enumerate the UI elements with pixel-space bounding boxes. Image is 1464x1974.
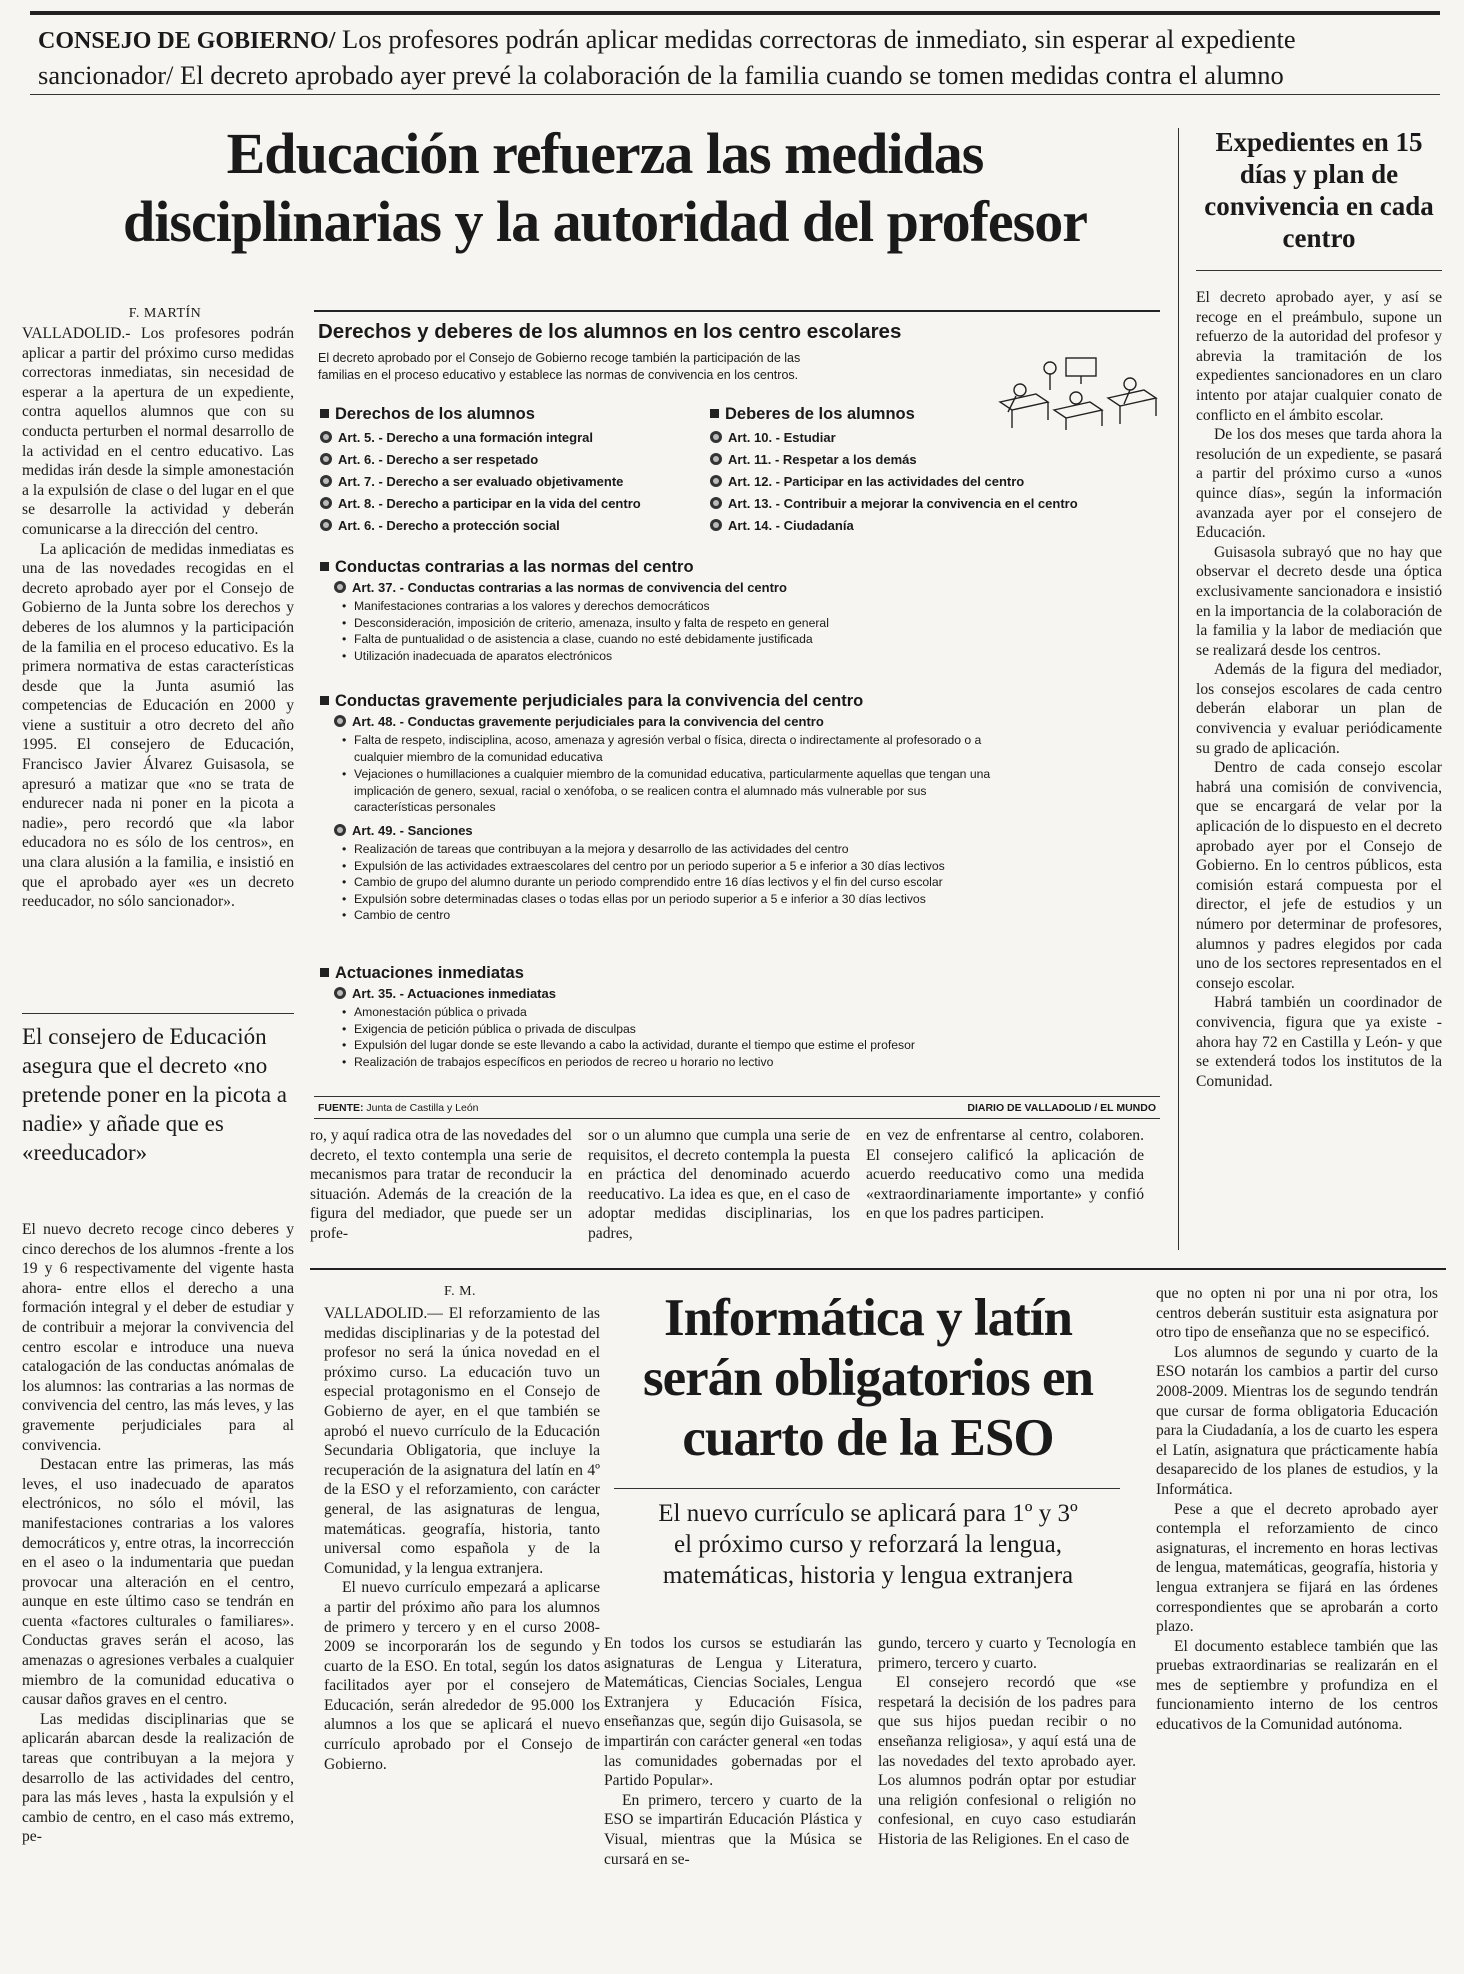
right-item (320, 471, 710, 493)
second-paragraph: Pese a que el decreto aprobado ayer contempla el reforzamiento de cinco asignaturas, el incremento en horas lectivas de lengua, matemáticas, geografía, historia y lengua extranjera se fijará en las órdenes correspondientes que se aprobarán a corto plazo. (1156, 1500, 1438, 1636)
second-article-col1 (324, 1304, 600, 1774)
bullet-icon (334, 824, 346, 836)
main-paragraph: Las medidas disciplinarias que se aplicarán abarcan desde la realización de tareas que contribuyan a la mejora y desarrollo de las actividades del centro, para las más leves , hasta la expulsión y el cambio de centro, en el caso más extremo, pe- (22, 1710, 294, 1846)
kicker (38, 22, 1448, 92)
second-paragraph: El documento establece también que las pruebas extraordinarias se realizarán en el mes de septiembre y profundiza en el funcionamiento interno de los centros educativos de la Comunidad autónoma. (1156, 1637, 1438, 1734)
main-paragraph: VALLADOLID.- Los profesores podrán aplicar a partir del próximo curso medidas correctoras inmediatas, sin necesidad de esperar a la apertura de un expediente, contra aquellos alumnos que con su conducta perturben el normal desarrollo de la actividad en el centro educativo. Las medidas irán desde la simple amonestación a la expulsión de clase o del lugar en el que se desarrolle la actividad y deberán comunicarse a la dirección del centro. (22, 325, 294, 538)
second-paragraph: El consejero recordó que «se respetará la decisión de los padres para que sus hijos puedan recibir o no enseñanza religiosa», y aquí está una de las novedades del texto aprobado ayer. Los alumnos podrán optar por estudiar una religión confesional o religión no confesional, en cuyo caso estudiarán Historia de las Religiones. En el caso de (878, 1674, 1136, 1848)
list-item: • Realización de trabajos específicos en periodos de recreo u horario no lectivo (354, 1054, 1160, 1071)
right-item (320, 515, 710, 537)
bullet-icon (710, 431, 722, 443)
main-article-col1-bottom (22, 1220, 294, 1847)
right-item (320, 449, 710, 471)
main-article-col1 (22, 324, 294, 912)
second-paragraph: Los alumnos de segundo y cuarto de la ESO notarán los cambios a partir del curso 2008-2009. Mientras los de segundo tendrán que cursar de forma obligatoria Educación para la Ciudadanía, a los de cuarto les espera el Latín, asignatura que prácticamente había desaparecido de los planes de estudios, y la Informática. (1156, 1343, 1438, 1498)
header-rule (30, 94, 1440, 95)
conductas-graves-block (320, 692, 1160, 924)
square-bullet-icon (320, 409, 329, 418)
rights-block (320, 405, 710, 537)
list-item: • Expulsión sobre determinadas clases o todas ellas por un periodo superior a 5 e inferior a 30 días lectivos (354, 891, 1160, 908)
infobox-title: Derechos y deberes de los alumnos en los centro escolares (318, 320, 902, 343)
list-item: • Exigencia de petición pública o privada de disculpas (354, 1021, 1160, 1038)
list-item: • Falta de puntualidad o de asistencia a clase, cuando no esté debidamente justificada (354, 631, 1160, 648)
subhead-rule (614, 1488, 1120, 1489)
duties-block (710, 405, 1160, 537)
second-paragraph: gundo, tercero y cuarto y Tecnología en primero, tercero y cuarto. (878, 1635, 1136, 1672)
second-paragraph: VALLADOLID.— El reforzamiento de las medidas disciplinarias y de la potestad del profesor no será la única novedad en el próximo curso. La educación tuvo un especial protagonismo en el Consejo de Gobierno de ayer, en el que también se aprobó el nuevo currículo de la Educación Secundaria Obligatoria, que incluye la recuperación de la asignatura del latín en 4º de la ESO y el reforzamiento, con carácter general, de las asignaturas de lengua, matemáticas. geografía, historia, tanto universal como española y de la Comunidad, y la lengua extranjera. (324, 1305, 600, 1577)
article-heading-text: Art. 48. - Conductas gravemente perjudiciales para la convivencia del centro (352, 714, 824, 729)
sidebar-article (1196, 288, 1442, 1091)
infobox-top-rule (314, 310, 1160, 312)
sidebar-rule (1178, 128, 1179, 1250)
square-bullet-icon (710, 409, 719, 418)
sidebar-title-rule (1196, 270, 1442, 271)
second-article-col3 (878, 1634, 1136, 1850)
duties-title-text: Deberes de los alumnos (725, 405, 915, 423)
right-item (320, 427, 710, 449)
second-paragraph: En todos los cursos se estudiarán las asignaturas de Lengua y Literatura, Matemáticas, Ciencias Sociales, Lengua Extranjera y Educación Física, enseñanzas que, según dijo Guisasola, se impartirán con carácter general «en todas las comunidades gobernadas por el Partido Popular». (604, 1635, 862, 1790)
top-rule (30, 11, 1440, 15)
bullet-icon (334, 987, 346, 999)
bullet-icon (710, 519, 722, 531)
right-item-text: Art. 5. - Derecho a una formación integral (338, 430, 593, 445)
byline: F. MARTÍN (128, 306, 202, 321)
duty-item (710, 471, 1160, 493)
subhead-line: El nuevo currículo se aplicará para 1º y 3º (658, 1500, 1078, 1527)
section-title-text: Actuaciones inmediatas (335, 964, 524, 982)
second-article-rule (310, 1268, 1446, 1270)
second-paragraph: El nuevo currículo empezará a aplicarse a partir del próximo año para los alumnos de primero y tercero y en el curso 2008-2009 se incorporarán los de segundo y cuarto de la ESO. En total, según los datos facilitados ayer por el consejero de Educación, serán alrededor de 95.000 los alumnos a los que se aplicará el nuevo currículo aprobado por el Consejo de Gobierno. (324, 1579, 600, 1773)
bullet-icon (334, 715, 346, 727)
bullet-icon (320, 519, 332, 531)
bullet-icon (320, 431, 332, 443)
duty-item (710, 427, 1160, 449)
infobox-credit-rule (314, 1118, 1160, 1119)
list-item: • Cambio de centro (354, 907, 1160, 924)
article-heading-text: Art. 49. - Sanciones (352, 822, 473, 838)
list-item: • Expulsión de las actividades extraescolares del centro por un periodo superior a 5 e inferior a 30 días lectivos (354, 858, 1160, 875)
bullet-icon (320, 453, 332, 465)
sidebar-paragraph: Habrá también un coordinador de convivencia, figura que ya existe -ahora hay 72 en Castilla y León- y que se extenderá todos los institutos de la Comunidad. (1196, 994, 1442, 1090)
main-article-col2: ro, y aquí radica otra de las novedades del decreto, el texto contempla una serie de mecanismos para tratar de reconducir la situación. Además de la creación de la figura del mediador, que puede ser un profe- (310, 1127, 572, 1242)
bullet-icon (334, 581, 346, 593)
list-item-line: características personales (354, 800, 496, 815)
second-paragraph: que no opten ni por una ni por otra, los centros deberán sustituir esta asignatura por otro tipo de enseñanza que no se especificó. (1156, 1285, 1438, 1342)
article-heading-text: Art. 35. - Actuaciones inmediatas (352, 986, 556, 1001)
sidebar-paragraph: Dentro de cada consejo escolar habrá una comisión de convivencia, que se encargará de velar por la aplicación de lo dispuesto en el decreto aprobado ayer por el Consejo de Gobierno. En lo centros públicos, esta comisión estará compuesta por el director, el jefe de estudios y un número por determinar de profesores, alumnos y padres elegidos por cada uno de los sectores representados en el consejo escolar. (1196, 759, 1442, 992)
duty-item-text: Art. 10. - Estudiar (728, 430, 836, 445)
source-text: Junta de Castilla y León (366, 1102, 479, 1114)
list-item-line: cualquier miembro de la comunidad educativa (354, 749, 603, 764)
list-item: • Amonestación pública o privada (354, 1004, 1160, 1021)
section-title (320, 692, 1160, 711)
right-item-text: Art. 6. - Derecho a ser respetado (338, 452, 539, 467)
infobox-source (318, 1102, 479, 1114)
second-headline-line: cuarto de la ESO (682, 1409, 1054, 1467)
headline-line2: disciplinarias y la autoridad del profesor (123, 189, 1087, 254)
second-paragraph: En primero, tercero y cuarto de la ESO se impartirán Educación Plástica y Visual, mientras que la Música se cursará en se- (604, 1791, 862, 1868)
article-heading (334, 983, 1160, 1004)
second-headline-line: serán obligatorios en (642, 1349, 1094, 1407)
list-item: • Expulsión del lugar donde se este llevando a cabo la actividad, durante el tiempo que estime el profesor (354, 1037, 1160, 1054)
duty-item-text: Art. 13. - Contribuir a mejorar la convivencia en el centro (728, 496, 1078, 511)
second-headline (604, 1288, 1132, 1468)
second-byline: F. M. (443, 1284, 477, 1299)
sidebar-paragraph: Guisasola subrayó que no hay que observar el decreto desde una óptica exclusivamente sancionadora e insistió en la importancia de la colaboración de la familia y la labor de mediación que se realizará desde los centros. (1196, 543, 1442, 659)
actuaciones-inmediatas-block (320, 964, 1160, 1070)
list-item: • Cambio de grupo del alumno durante un periodo comprendido entre 16 días lectivos y el fin del curso escolar (354, 874, 1160, 891)
kicker-section: CONSEJO DE GOBIERNO/ (38, 28, 336, 54)
duty-item (710, 515, 1160, 537)
duty-item-text: Art. 12. - Participar en las actividades del centro (728, 474, 1025, 489)
square-bullet-icon (320, 696, 329, 705)
main-headline (30, 120, 1180, 256)
article-heading-text: Art. 37. - Conductas contrarias a las normas de convivencia del centro (352, 580, 787, 595)
sidebar-title: Expedientes en 15 días y plan de convivencia en cada centro (1204, 127, 1434, 253)
right-item-text: Art. 8. - Derecho a participar en la vida del centro (338, 496, 641, 511)
kicker-line2: sancionador/ El decreto aprobado ayer prevé la colaboración de la familia cuando se tomen medidas contra el alumno (38, 60, 1284, 90)
list-item: • Manifestaciones contrarias a los valores y derechos democráticos (354, 598, 1160, 615)
rights-title (320, 405, 710, 424)
infobox-bottom-rule (314, 1096, 1160, 1097)
main-paragraph: Destacan entre las primeras, las más leves, el uso inadecuado de aparatos electrónicos, no sólo el móvil, las manifestaciones contrarias a los valores democráticos y, entre otras, la incorrección en el aseo o la indumentaria que puedan provocar una alteración en el centro, aunque en este último caso se tendrán en cuenta «factores culturales o familiares». Conductas graves serán el acoso, las amenazas o agresiones verbales a cualquier miembro de la comunidad educativa o causar daños graves en el centro. (22, 1456, 294, 1709)
subhead-line: matemáticas, historia y lengua extranjera (662, 1562, 1074, 1589)
second-headline-line: Informática y latín (664, 1289, 1072, 1347)
bullet-icon (320, 497, 332, 509)
kicker-line1: Los profesores podrán aplicar medidas correctoras de inmediato, sin esperar al expediente (342, 24, 1296, 54)
subhead-line: el próximo curso y reforzará la lengua, (673, 1531, 1063, 1558)
article-heading (334, 577, 1160, 598)
article-heading (334, 711, 1160, 732)
headline-line1: Educación refuerza las medidas (226, 121, 984, 186)
sidebar-paragraph: De los dos meses que tarda ahora la resolución de un expediente, se pasará a partir del próximo curso a «unos quince días», según la información avanzada ayer por el consejero de Educación. (1196, 426, 1442, 542)
pullquote: El consejero de Educación asegura que el decreto «no pretende poner en la picota a nadie» y añade que es «reeducador» (22, 1024, 288, 1165)
list-item: • Desconsideración, imposición de criterio, amenaza, insulto y falta de respeto en general (354, 615, 1160, 632)
list-item (354, 732, 1160, 765)
sidebar-paragraph: El decreto aprobado ayer, y así se recoge en el preámbulo, supone un refuerzo de la autoridad del profesor y abrevia la tramitación de los expedientes sancionadores en un claro intento por atajar cualquier conato de conflicto en el ámbito escolar. (1196, 289, 1442, 424)
rights-title-text: Derechos de los alumnos (335, 405, 535, 423)
list-item-line: Falta de respeto, indisciplina, acoso, amenaza y agresión verbal o física, directa o indirectamente al profesorado o a (354, 733, 982, 747)
right-item-text: Art. 7. - Derecho a ser evaluado objetivamente (338, 474, 624, 489)
duties-title (710, 405, 1160, 424)
main-article-col4: en vez de enfrentarse al centro, colaboren. El consejero calificó la aplicación de acuerdo reeducativo como una medida «extraordinariamente importante» y confió en que los padres participen. (866, 1127, 1144, 1223)
list-item-line: Vejaciones o humillaciones a cualquier miembro de la comunidad educativa, particularmente aquellas que tengan una (354, 767, 991, 782)
duty-item (710, 449, 1160, 471)
second-subhead (604, 1498, 1132, 1591)
infobox-credit: DIARIO DE VALLADOLID / EL MUNDO (967, 1102, 1156, 1114)
main-paragraph: El nuevo decreto recoge cinco deberes y cinco derechos de los alumnos -frente a los 19 y 6 respectivamente del vigente hasta ahora- entre ellos el derecho a una formación integral y el deber de estudiar y de contribuir a mejorar la convivencia del centro escolar e introduce una nueva catalogación de las conductas anómalas de los alumnos: las contrarias a las normas de convivencia del centro, las más leves, y las gravemente perjudiciales para al convivencia. (22, 1221, 294, 1454)
bullet-icon (710, 475, 722, 487)
duty-item-text: Art. 14. - Ciudadanía (728, 518, 854, 533)
infobox-intro-line: familias en el proceso educativo y establece las normas de convivencia en los centros. (318, 368, 799, 382)
main-article-col3: sor o un alumno que cumpla una serie de requisitos, el decreto contempla la puesta en práctica del denominado acuerdo reeducativo. La idea es que, en el caso de adoptar medidas disciplinarias, los padres, (588, 1127, 850, 1242)
second-article-col4 (1156, 1284, 1438, 1735)
duty-item-text: Art. 11. - Respetar a los demás (728, 452, 917, 467)
section-title (320, 964, 1160, 983)
bullet-icon (320, 475, 332, 487)
main-paragraph: La aplicación de medidas inmediatas es una de las novedades recogidas en el decreto aprobado ayer por el Consejo de Gobierno de la Junta sobre los derechos y deberes de los alumnos y la participación de la familia en el proceso educativo. Es la primera normativa de estas características desde que la Junta asumió las competencias de Educación en 2000 y viene a sustituir a otro decreto del año 1995. El consejero de Educación, Francisco Javier Álvarez Guisasola, se apresuró a matizar que «no se trata de endurecer nada ni poner en la picota a nadie», pero recordó que «la labor educadora no es sólo de los centros», en una clara alusión a la familia, e insistió en que el aprobado ayer «es un decreto reeducador, no sólo sancionador». (22, 540, 294, 911)
right-item (320, 493, 710, 515)
square-bullet-icon (320, 968, 329, 977)
duty-item (710, 493, 1160, 515)
sidebar-paragraph: Además de la figura del mediador, los consejos escolares de cada centro deberán elaborar un plan de convivencia y evaluar periódicamente su grado de aplicación. (1196, 661, 1442, 757)
section-title-text: Conductas contrarias a las normas del centro (335, 558, 694, 576)
second-article-col2 (604, 1634, 862, 1869)
source-label: FUENTE: (318, 1102, 364, 1114)
bullet-icon (710, 453, 722, 465)
section-title (320, 558, 1160, 577)
list-item (354, 766, 1160, 816)
conductas-contrarias-block (320, 558, 1160, 664)
section-title-text: Conductas gravemente perjudiciales para la convivencia del centro (335, 692, 864, 710)
article-heading (334, 820, 1160, 841)
list-item: • Utilización inadecuada de aparatos electrónicos (354, 648, 1160, 665)
list-item: • Realización de tareas que contribuyan a la mejora y desarrollo de las actividades del centro (354, 841, 1160, 858)
list-item-line: implicación de genero, sexual, racial o xenófoba, o se realicen contra el alumnado más vulnerable por sus (354, 783, 927, 798)
pullquote-rule (22, 1013, 294, 1014)
square-bullet-icon (320, 562, 329, 571)
infobox-intro-line: El decreto aprobado por el Consejo de Gobierno recoge también la participación de las (318, 351, 801, 365)
right-item-text: Art. 6. - Derecho a protección social (338, 518, 560, 533)
bullet-icon (710, 497, 722, 509)
